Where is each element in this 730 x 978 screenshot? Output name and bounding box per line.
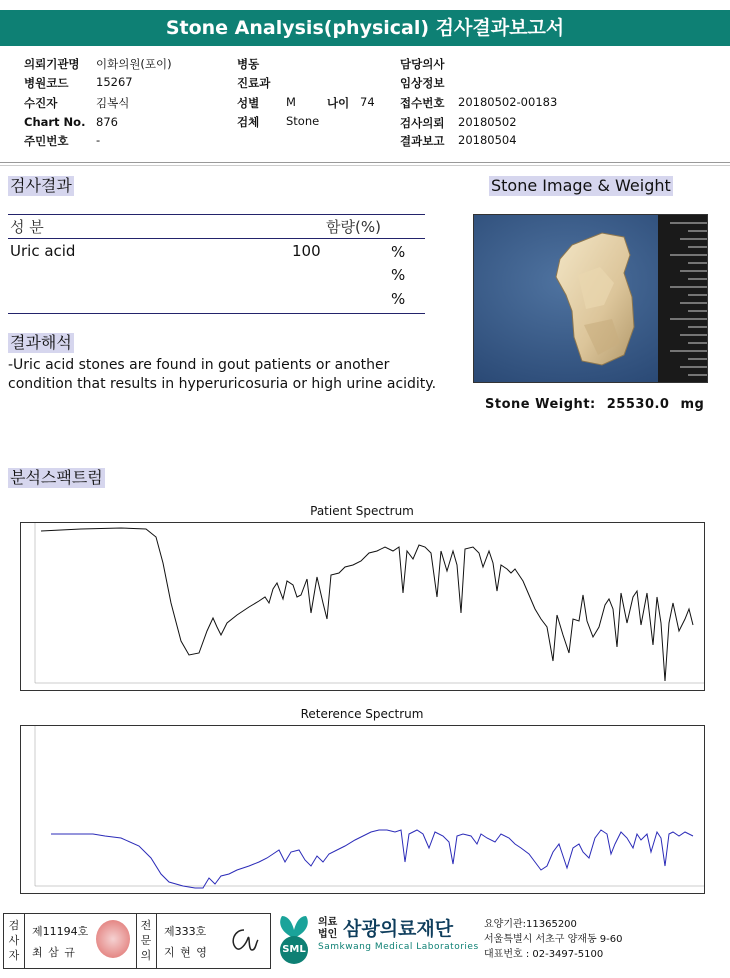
- logo-text: SML: [282, 944, 306, 955]
- info-label: 수진자: [24, 96, 58, 110]
- column-component: 성 분: [10, 218, 44, 236]
- info-label: 병동: [237, 57, 260, 71]
- specialist-number: 제333호: [164, 925, 207, 938]
- info-label: 검사의뢰: [400, 116, 445, 130]
- reference-spectrum-title: Reterence Spectrum: [300, 707, 424, 721]
- interpretation-heading: 결과해석: [10, 333, 72, 352]
- org-name: 삼광의료재단: [343, 918, 454, 940]
- specialist-name: 지 현 영: [164, 946, 208, 959]
- component-amount: 100: [292, 242, 321, 260]
- examiner-name: 최 삼 규: [32, 946, 76, 959]
- info-label: 주민번호: [24, 134, 69, 148]
- weight-value: 25530.0: [606, 397, 670, 412]
- info-label: 담당의사: [400, 57, 445, 71]
- patient-spectrum-title: Patient Spectrum: [310, 504, 414, 518]
- info-label: Chart No.: [24, 115, 86, 129]
- examiner-number: 제11194호: [32, 925, 89, 938]
- info-label: 성별: [237, 96, 260, 110]
- table-top-line: [8, 214, 425, 215]
- info-value: 20180502: [458, 115, 517, 129]
- reference-spectrum-chart: [20, 725, 705, 894]
- table-bottom-line: [8, 313, 425, 314]
- stone-heading: Stone Image & Weight: [491, 176, 671, 195]
- interpretation-line: condition that results in hyperuricosuria or high urine acidity.: [8, 376, 437, 392]
- info-value: 20180504: [458, 133, 517, 147]
- org-code: 요양기관:11365200: [484, 919, 577, 930]
- info-label: 의뢰기관명: [24, 57, 80, 71]
- info-value: 876: [96, 115, 118, 129]
- interpretation-line: -Uric acid stones are found in gout patients or another: [8, 357, 390, 373]
- org-name-en: Samkwang Medical Laboratories: [318, 942, 479, 952]
- result-heading: 검사결과: [10, 176, 72, 195]
- patient-spectrum-chart: [20, 522, 705, 691]
- signature-block: [3, 913, 271, 969]
- info-label: 검체: [237, 115, 260, 129]
- divider: [136, 914, 137, 968]
- org-contact: [484, 917, 623, 962]
- info-value: Stone: [286, 114, 320, 128]
- info-value: -: [96, 133, 101, 147]
- component-unit: %: [391, 243, 406, 261]
- sml-logo-icon: [274, 916, 314, 964]
- info-value: 15267: [96, 75, 133, 89]
- divider: [0, 165, 730, 166]
- info-value: 김복식: [96, 96, 130, 110]
- component-unit: %: [391, 266, 406, 284]
- specialist-signature-icon: [226, 924, 262, 956]
- info-label: 접수번호: [400, 96, 445, 110]
- column-amount: 함량(%): [326, 218, 381, 236]
- info-label: 나이: [327, 96, 350, 110]
- divider: [24, 914, 25, 968]
- divider: [0, 162, 730, 163]
- examiner-seal-icon: [96, 920, 130, 958]
- stone-photo: [473, 214, 708, 383]
- specialist-label: 전문의: [140, 919, 152, 962]
- report-title: Stone Analysis(physical) 검사결과보고서: [0, 10, 730, 46]
- info-value: 이화의원(포이): [96, 57, 172, 71]
- org-prefix-line: 법인: [318, 929, 338, 940]
- org-phone: 대표번호 : 02-3497-5100: [484, 949, 604, 960]
- table-header-line: [8, 238, 425, 239]
- info-label: 결과보고: [400, 134, 445, 148]
- info-value: 20180502-00183: [458, 95, 558, 109]
- weight-label: Stone Weight:: [485, 397, 596, 412]
- spectrum-heading: 분석스팩트럼: [10, 468, 103, 487]
- org-prefix-line: 의료: [318, 917, 338, 928]
- info-label: 병원코드: [24, 76, 69, 90]
- org-address: 서울특별시 서초구 양재동 9-60: [484, 934, 623, 945]
- component-name: Uric acid: [10, 242, 76, 260]
- org-prefix: [318, 917, 337, 941]
- examiner-label: 검사자: [8, 919, 20, 962]
- divider: [156, 914, 157, 968]
- info-value: M: [286, 95, 296, 109]
- info-value: 74: [360, 95, 375, 109]
- weight-unit: mg: [680, 397, 705, 412]
- stone-weight: [485, 397, 704, 412]
- info-label: 임상정보: [400, 76, 445, 90]
- info-label: 진료과: [237, 76, 271, 90]
- component-unit: %: [391, 290, 406, 308]
